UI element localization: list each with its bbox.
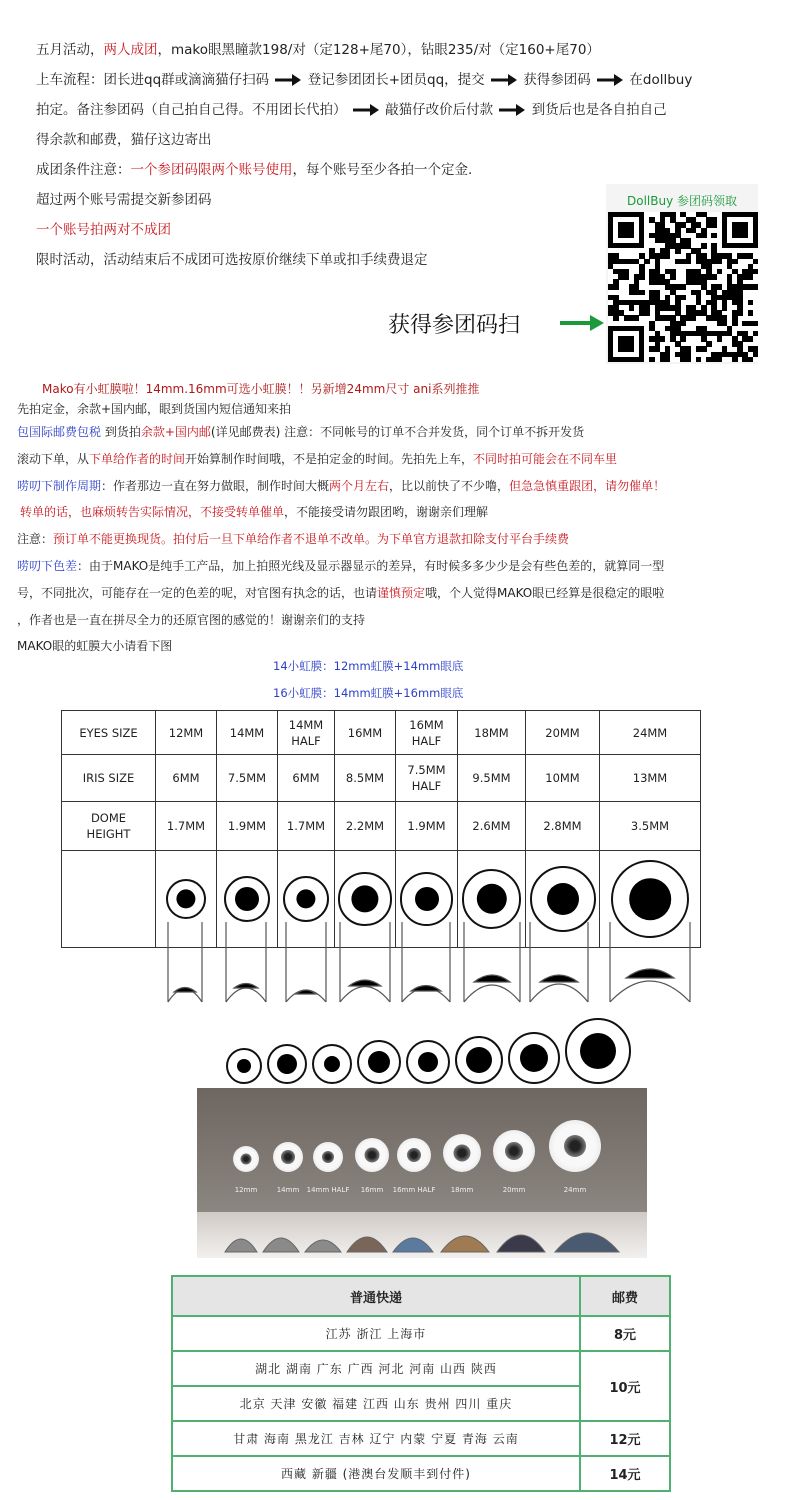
text: 滚动下单，从 [17,452,90,466]
iris-mark [476,884,506,914]
eye-comparison-mark [565,1018,631,1084]
note-rolling-order [17,450,617,467]
text: 获得参团码 [523,72,591,88]
arrow-right-icon [491,74,517,86]
eyes-size-cell: 12MM [156,711,217,755]
eye-comparison-mark [267,1044,307,1084]
arrow-right-icon [499,104,525,116]
highlight: 预订单不能更换现货。拍付后一旦下单给作者不退单不改单。为下单官方退款扣除支付平台手续费 [53,532,570,546]
highlight: 谨慎预定 [377,586,426,600]
iris-mark [296,889,315,908]
eye-comparison-mark [312,1044,352,1084]
photo-eye-label: 12mm [234,1186,258,1194]
photo-eye [493,1130,535,1172]
iris-size-cell: 7.5MM HALF [396,755,458,802]
text: ，比以前快了不少噜， [389,479,510,493]
text: 在dollbuy [629,72,693,88]
iris-size-row [62,755,701,802]
price-cell: 10元 [580,1351,670,1421]
highlight: 唠叨下制作周期 [17,479,102,493]
intro-line-2 [36,68,692,88]
iris-size-cell: 6MM [156,755,217,802]
eyes-size-cell: 24MM [600,711,701,755]
dome-height-cell: 3.5MM [600,802,701,851]
text: 哦，个人觉得MAKO眼已经算是很稳定的眼啦 [425,586,665,600]
iris-mark [235,887,259,911]
note-transfer [20,503,488,520]
domes-side-view [197,1212,647,1258]
intro-line-6: 超过两个账号需提交新参团码 [36,192,212,208]
price-cell: 8元 [580,1316,670,1351]
text: 到货后也是各自拍自己 [531,102,667,118]
photo-eye [273,1142,303,1172]
photo-eye [313,1142,343,1172]
eye-size-comparison-row [226,1014,616,1084]
dome-height-cell: 2.2MM [335,802,396,851]
dome-height-cell: 1.7MM [156,802,217,851]
intro-line-8: 限时活动，活动结束后不成团可选按原价继续下单或扣手续费退定 [36,252,428,268]
iris-size-cell: 8.5MM [335,755,396,802]
intro-line-7: 一个账号拍两对不成团 [36,222,171,238]
highlight: 唠叨下色差 [17,559,78,573]
text: 注意： [17,532,54,546]
iris-mark [176,889,195,908]
region-cell: 江苏 浙江 上海市 [172,1316,580,1351]
price-cell: 14元 [580,1456,670,1491]
arrow-right-icon [353,104,379,116]
iris-size-cell: 6MM [278,755,335,802]
text: 到货拍 [101,425,141,439]
text: ：作者那边一直在努力做眼，制作时间大概 [101,479,330,493]
photo-eye [549,1120,601,1172]
eye-comparison-mark [226,1048,262,1084]
text: ，每个账号至少各拍一个定金. [292,162,473,178]
note-color-diff-3: ，作者也是一直在拼尽全力的还原官图的感觉的！谢谢亲们的支持 [17,613,366,627]
eye-diagram [166,879,206,919]
highlight: 转单的话，也麻烦转告实际情况，不接受转单催单 [20,505,285,519]
column-header: 普通快递 [172,1276,580,1316]
note-preorder [17,530,569,547]
iris-size-cell: 7.5MM [217,755,278,802]
eye-comparison-mark [508,1032,560,1084]
highlight: 不同时拍可能会在不同车里 [473,452,618,466]
eyes-product-photo [197,1088,647,1258]
note-small14: 14小虹膜：12mm虹膜+14mm眼底 [273,659,464,673]
column-header: 邮费 [580,1276,670,1316]
row-label: DOME HEIGHT [62,802,156,851]
photo-eye-label: 20mm [502,1186,526,1194]
photo-eye-label: 16mm [360,1186,384,1194]
note-color-diff-1 [17,557,664,574]
photo-eye-label: 18mm [450,1186,474,1194]
note-shipping [17,423,584,440]
qr-panel [606,184,758,364]
highlight: 下单给作者的时间 [89,452,186,466]
intro-line-5 [36,158,472,178]
photo-eye [443,1134,481,1172]
row-label: IRIS SIZE [62,755,156,802]
text: 上车流程：团长进qq群或滴滴猫仔扫码 [36,72,270,88]
eye-comparison-mark [455,1036,503,1084]
text: ，不能接受请勿跟团哟，谢谢亲们理解 [284,505,489,519]
shipping-fee-table [171,1275,671,1492]
note-small16: 16小虹膜：14mm虹膜+16mm眼底 [273,686,464,700]
eyes-size-cell: 14MM HALF [278,711,335,755]
eye-comparison-mark [357,1040,401,1084]
dome-height-cell: 1.9MM [396,802,458,851]
photo-eye-label: 16mm HALF [392,1186,436,1194]
note-color-diff-2 [17,584,664,601]
iris-size-cell: 13MM [600,755,701,802]
photo-dome-strip [197,1212,647,1258]
text: 拍定。备注参团码（自己拍自己得。不用团长代拍） [36,102,347,118]
dome-height-cell: 1.7MM [278,802,335,851]
qr-code-image[interactable] [608,212,758,362]
photo-eye-label: 14mm [276,1186,300,1194]
iris-size-table [61,710,701,948]
arrow-right-icon [275,74,301,86]
dome-profile-diagrams [140,916,700,1008]
eyes-size-cell: 14MM [217,711,278,755]
iris-mark [415,887,439,911]
text: 五月活动， [36,42,104,58]
region-cell: 北京 天津 安徽 福建 江西 山东 贵州 四川 重庆 [172,1386,580,1421]
photo-eye-label: 24mm [563,1186,587,1194]
iris-size-cell: 9.5MM [458,755,526,802]
text: (详见邮费表) 注意：不同帐号的订单不合并发货，同个订单不拆开发货 [210,425,585,439]
highlight: 余款+国内邮 [140,425,211,439]
photo-eye-label: 14mm HALF [306,1186,350,1194]
intro-line-3 [36,98,667,118]
photo-eye [233,1146,259,1172]
arrow-right-green-icon [560,313,604,333]
text: ，mako眼黑瞳款198/对（定128+尾70），钻眼235/对（定160+尾70） [157,42,600,58]
note-iris-size: MAKO眼的虹膜大小请看下图 [17,639,173,653]
text: 号，不同批次，可能存在一定的色差的呢，对官图有执念的话，也请 [17,586,378,600]
eyes-size-cell: 16MM HALF [396,711,458,755]
text: 开始算制作时间哦，不是拍定金的时间。先拍先上车， [185,452,474,466]
eyes-size-cell: 20MM [526,711,600,755]
region-cell: 甘肃 海南 黑龙江 吉林 辽宁 内蒙 宁夏 青海 云南 [172,1421,580,1456]
photo-eye [397,1138,431,1172]
highlight: 两人成团 [103,42,158,58]
region-cell: 西藏 新疆 (港澳台发顺丰到付件) [172,1456,580,1491]
price-cell: 12元 [580,1421,670,1456]
dome-height-row [62,802,701,851]
iris-mark [629,878,671,920]
qr-caption: 获得参团码扫 [388,313,521,338]
note-small-iris: Mako有小虹膜啦！14mm.16mm可选小虹膜！！另新增24mm尺寸 ani系列推推 [42,382,480,396]
text: ：由于MAKO是纯手工产品，加上拍照光线及显示器显示的差异，有时候多多少少是会有些色差的，就算同一型 [77,559,665,573]
highlight: 包国际邮费包税 [17,425,102,439]
eyes-size-cell: 16MM [335,711,396,755]
eyes-size-cell: 18MM [458,711,526,755]
arrow-right-icon [597,74,623,86]
highlight: 一个参团码限两个账号使用 [130,162,293,178]
eyes-size-row [62,711,701,755]
photo-eye [355,1138,389,1172]
intro-line-4: 得余款和邮费，猫仔这边寄出 [36,132,212,148]
text: 登记参团团长+团员qq，提交 [307,72,485,88]
iris-mark [547,883,579,915]
iris-mark [351,885,378,912]
note-production-cycle [17,477,665,494]
region-cell: 湖北 湖南 广东 广西 河北 河南 山西 陕西 [172,1351,580,1386]
dome-height-cell: 2.8MM [526,802,600,851]
dome-height-cell: 2.6MM [458,802,526,851]
text: 成团条件注意： [36,162,131,178]
highlight: 两个月左右 [329,479,390,493]
row-label: EYES SIZE [62,711,156,755]
iris-size-cell: 10MM [526,755,600,802]
eye-comparison-mark [406,1040,450,1084]
note-deposit: 先拍定金，余款+国内邮，眼到货国内短信通知来拍 [17,402,292,416]
qr-title: DollBuy 参团码领取 [626,194,737,208]
intro-line-1 [36,38,600,58]
dome-height-cell: 1.9MM [217,802,278,851]
highlight: 但急急慎重跟团，请勿催单！ [509,479,666,493]
text: 敲猫仔改价后付款 [385,102,494,118]
